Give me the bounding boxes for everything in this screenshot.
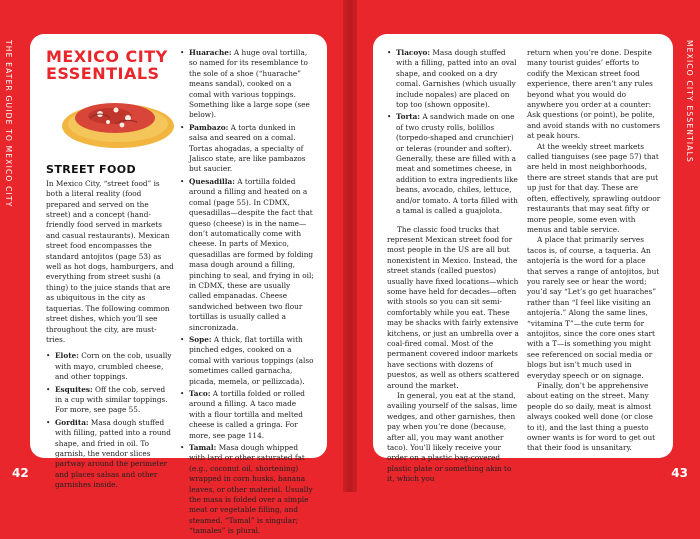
paragraph: In general, you eat at the stand, availing yourself of the salsas, lime wedges, and other garnishes, then pay when you’re done (because, after all, you may want another taco). You’ll likely receive your order on a plastic bag-covered plastic plate or something akin to it, which you [387, 391, 518, 484]
list-item: • Sope: A thick, flat tortilla with pinched edges, cooked on a comal with various toppings (also sometimes called garnacha, picada, memela, or pellizcada). [180, 335, 314, 387]
left-page [0, 0, 343, 536]
list-item: • Tamal: Masa dough whipped with lard or other saturated fat (e.g., coconut oil, shortening) wrapped in corn husks, banana leaves, or other material. Usually the masa is folded over a simple meat or vegetable filling, and steamed. “Tamal” is singular; “tamales” is plural. [180, 443, 314, 537]
book-spine [343, 0, 357, 492]
dish-list-b [180, 48, 314, 537]
right-column-2 [527, 48, 661, 454]
paragraph: return when you’re done. Despite many tourist guides’ efforts to codify the Mexican street food experience, there aren’t any rules beyond what you would do anywhere you order at a counter: Ask questions (or point), be polite, and avoid stands with no customers at peak hours. [527, 48, 660, 141]
paragraph: The classic food trucks that represent Mexican street food for most people in the US are all but nonexistent in Mexico. Instead, the street stands (called puestos) usually have fixed locations—which some have held for decades—often with stools so you can sit semi-comfortably while you eat. These may be shacks with fairly extensive kitchens, or just an umbrella over a coal-fired comal. Most of the permanent covered indoor markets have sections with dozens of puestos, as well as others scattered around the market. [387, 224, 520, 390]
list-item: • Huarache: A huge oval tortilla, so named for its resemblance to the sole of a shoe (“huarache” means sandal), cooked on a comal with various toppings. Something like a large sope (see below). [180, 48, 314, 121]
intro-paragraph: In Mexico City, “street food” is both a literal reality (food prepared and served on the street) and a concept (hand-friendly food served in markets and casual restaurants). Mexican street food encompasses the standard antojitos (page 53) as well as hot dogs, hamburgers, and everything from street sushi (a thing) to the juice stands that are as ubiquitous in the city as taquerias. The following common street dishes, which you’ll see throughout the city, are must-tries. [46, 178, 174, 344]
list-item: • Pambazo: A torta dunked in salsa and seared on a comal. Tortas ahogadas, a specialty of Jalisco state, are like pambazos but saucier. [180, 123, 314, 175]
right-page [357, 0, 700, 492]
paragraph: A place that primarily serves tacos is, of course, a taqueria. An antojería is the word for a place that serves a range of antojitos, but you rarely see or hear the word; you’d say “Let’s go get huaraches” rather than “I feel like visiting an antojería.” Along the same lines, “vitamina T”—the cute term for antojitos, since the core ones start with a T—is something you might see referenced on social media or blogs but isn’t much used in everyday speech or on signage. [527, 235, 660, 380]
left-column-1 [46, 48, 174, 493]
title-line-2: ESSENTIALS [46, 64, 160, 83]
list-item: • Tlacoyo: Masa dough stuffed with a filling, patted into an oval shape, and cooked on a dry comal. Garnishes (which usually include nopales) are placed on top too (shown opposite). [387, 48, 521, 110]
chapter-title [46, 48, 174, 82]
page-number-right: 43 [671, 466, 688, 480]
content-card-left [30, 34, 327, 536]
running-header-right: MEXICO CITY ESSENTIALS [685, 40, 694, 163]
dish-list-c [387, 48, 521, 217]
list-item: • Quesadilla: A tortilla folded around a filling and heated on a comal (page 55). In CDMX, quesadillas—despite the fact that queso (cheese) is in the name—don’t automatically come with cheese. In parts of Mexico, quesadillas are formed by folding masa dough around a filling, pinching to seal, and frying in oil; in CDMX, these are usually called empanadas. Cheese sandwiched between two flour tortillas is usually called a sincronizada. [180, 177, 314, 333]
list-item: • Elote: Corn on the cob, usually with mayo, crumbled cheese, and other toppings. [46, 351, 174, 382]
page-number-left: 42 [12, 466, 29, 480]
list-item: • Torta: A sandwich made on one of two crusty rolls, bolillos (torpedo-shaped and crunchier) or teleras (rounder and softer). Generally, these are filled with a meat and sometimes cheese, in addition to extra ingredients like beans, avocado, chiles, lettuce, and/or tomato. A torta filled with a tamal is called a guajolota. [387, 112, 521, 216]
right-column-1 [387, 48, 521, 485]
list-item: • Esquites: Off the cob, served in a cup with similar toppings. For more, see page 55. [46, 385, 174, 416]
paragraph: At the weekly street markets called tianguises (see page 57) that are held in most neighborhoods, there are street stands that are put up just for that day. These are often, effectively, sprawling outdoor restaurants that may seat fifty or more people, some even with menus and table service. [527, 141, 661, 234]
content-card-right [373, 34, 673, 484]
left-column-2 [180, 48, 314, 539]
title-line-1: MEXICO CITY [46, 47, 168, 66]
list-item: • Gordita: Masa dough stuffed with filling, patted into a round shape, and fried in oil. To garnish, the vendor slices partway around the perimeter and places salsas and other garnishes inside. [46, 418, 174, 491]
list-item: • Taco: A tortilla folded or rolled around a filling. A taco made with a flour tortilla and melted cheese is called a gringa. For more, see page 114. [180, 389, 314, 441]
section-heading-street-food: STREET FOOD [46, 163, 137, 177]
paragraph: Finally, don’t be apprehensive about eating on the street. Many people do so daily, meat is almost always cooked well done (or close to it), and the last thing a puesto owner wants is for word to get out that their food is unsanitary. [527, 381, 656, 453]
dish-list-a [46, 351, 174, 490]
huarache-illustration [60, 88, 175, 152]
running-header-left: THE EATER GUIDE TO MEXICO CITY [4, 40, 13, 208]
